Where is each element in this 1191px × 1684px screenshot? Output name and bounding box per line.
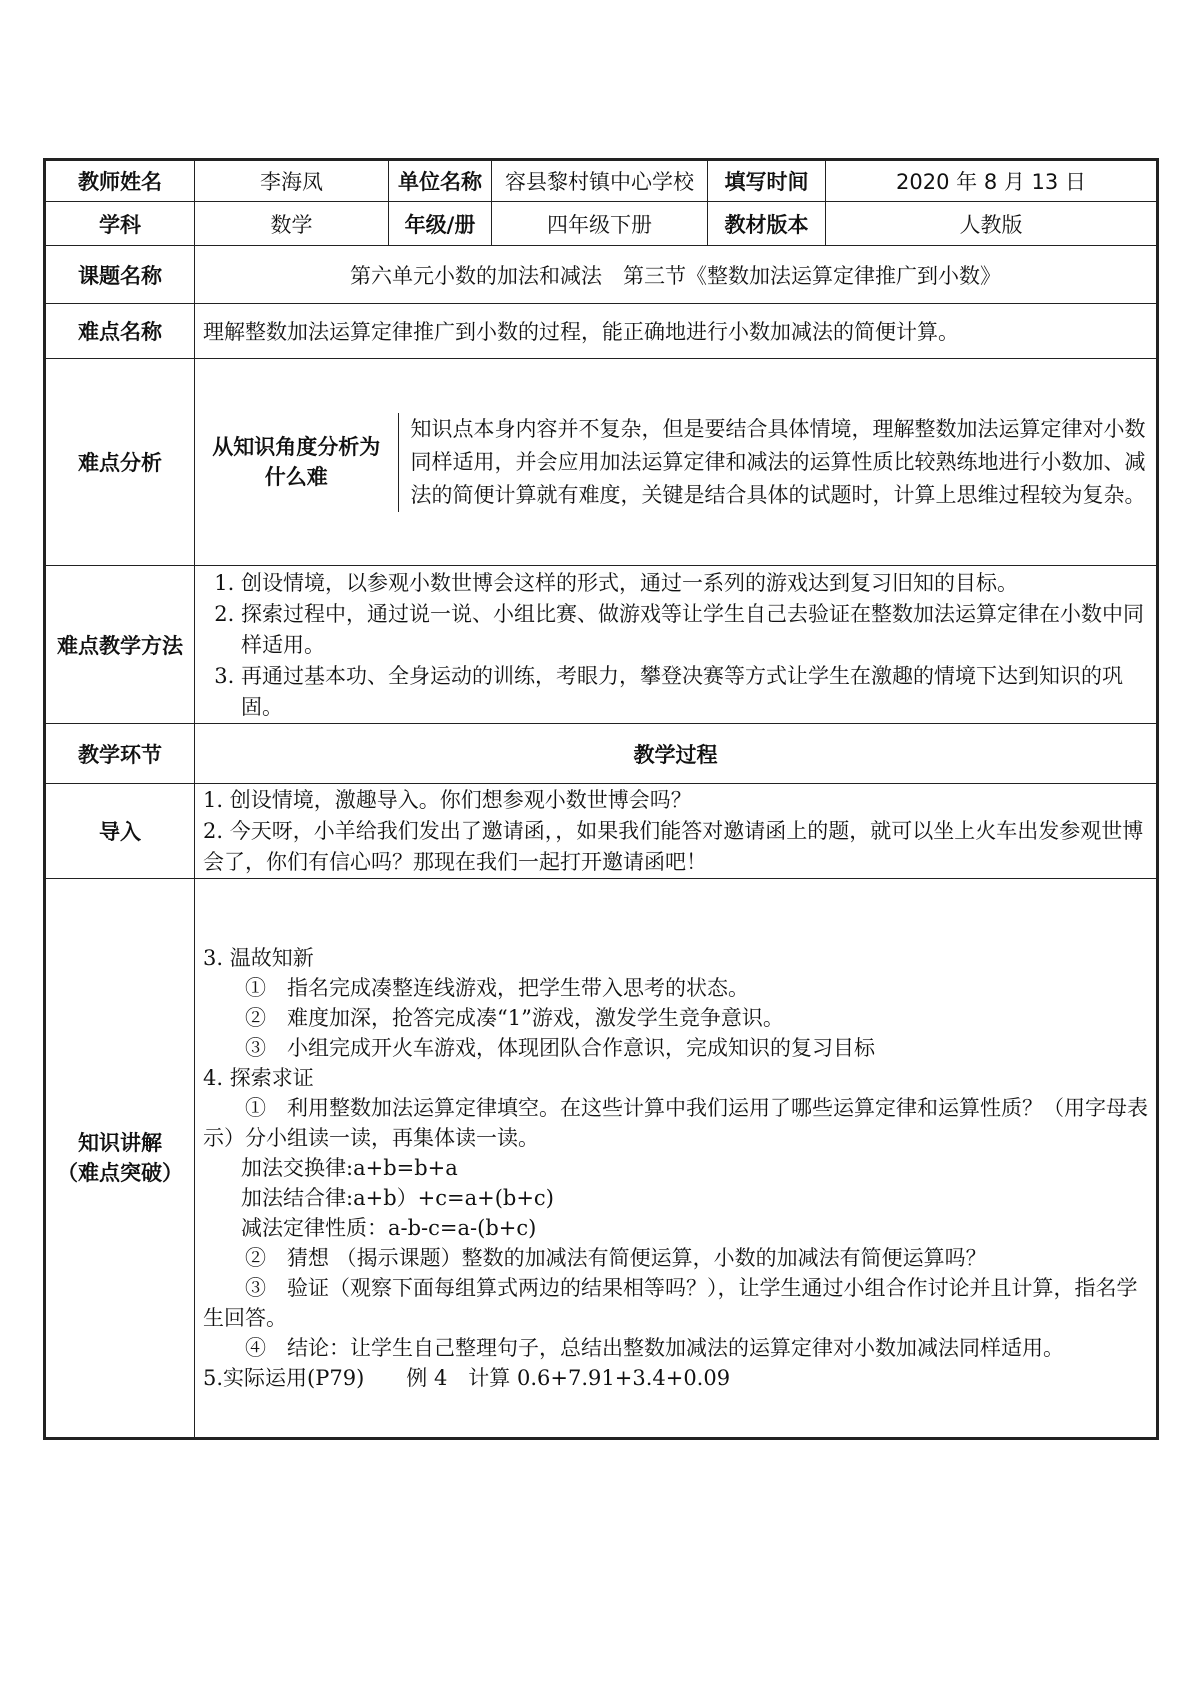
explore-item: ④ 结论：让学生自己整理句子，总结出整数加减法的运算定律对小数加减法同样适用。 xyxy=(245,1336,1064,1360)
review-title: 3. 温故知新 xyxy=(203,946,314,970)
process-header-row xyxy=(45,724,1158,784)
review-item: ① 指名完成凑整连线游戏，把学生带入思考的状态。 xyxy=(245,976,749,1000)
difficulty-row xyxy=(45,304,1158,359)
methods-item: 3. 再通过基本功、全身运动的训练，考眼力，攀登决赛等方式让学生在激趣的情境下达到知识的巩固。 xyxy=(241,661,1148,723)
difficulty-label: 难点名称 xyxy=(45,304,195,359)
difficulty-value: 理解整数加法运算定律推广到小数的过程，能正确地进行小数加减法的简便计算。 xyxy=(195,304,1158,359)
teacher-name-value: 李海凤 xyxy=(195,160,389,202)
intro-label: 导入 xyxy=(45,784,195,879)
explore-title: 4. 探索求证 xyxy=(203,1066,314,1090)
methods-item: 1. 创设情境，以参观小数世博会这样的形式，通过一系列的游戏达到复习旧知的目标。 xyxy=(241,568,1148,599)
process-header-label: 教学过程 xyxy=(195,724,1158,784)
methods-row xyxy=(45,566,1158,724)
methods-cell xyxy=(195,566,1158,724)
methods-list xyxy=(203,568,1148,723)
subject-label: 学科 xyxy=(45,202,195,246)
analysis-label: 难点分析 xyxy=(45,359,195,566)
knowledge-row xyxy=(45,879,1158,1439)
unit-name-label: 单位名称 xyxy=(389,160,492,202)
methods-item: 2. 探索过程中，通过说一说、小组比赛、做游戏等让学生自己去验证在整数加法运算定律在小数中同样适用。 xyxy=(241,599,1148,661)
topic-label: 课题名称 xyxy=(45,246,195,304)
law-line: 减法定律性质：a-b-c=a-(b+c) xyxy=(241,1216,537,1240)
analysis-inner-table xyxy=(195,413,1156,512)
review-item: ③ 小组完成开火车游戏，体现团队合作意识，完成知识的复习目标 xyxy=(245,1036,875,1060)
practice-line: 5.实际运用(P79) 例 4 计算 0.6+7.91+3.4+0.09 xyxy=(203,1366,731,1390)
topic-value: 第六单元小数的加法和减法 第三节《整数加法运算定律推广到小数》 xyxy=(195,246,1158,304)
methods-label: 难点教学方法 xyxy=(45,566,195,724)
knowledge-label-cell xyxy=(45,879,195,1439)
grade-label: 年级/册 xyxy=(389,202,492,246)
explore-item: ③ 验证（观察下面每组算式两边的结果相等吗？），让学生通过小组合作讨论并且计算，指名学生回答。 xyxy=(203,1276,1138,1330)
stage-header-label: 教学环节 xyxy=(45,724,195,784)
intro-line: 2. 今天呀，小羊给我们发出了邀请函，，如果我们能答对邀请函上的题，就可以坐上火车出发参观世博会了，你们有信心吗？那现在我们一起打开邀请函吧！ xyxy=(203,818,1144,874)
explore-item: ① 利用整数加法运算定律填空。在这些计算中我们运用了哪些运算定律和运算性质？（用字母表示）分小组读一读，再集体读一读。 xyxy=(203,1096,1148,1150)
header-row-1 xyxy=(45,160,1158,202)
lesson-plan-table xyxy=(43,158,1159,1440)
fill-date-label: 填写时间 xyxy=(708,160,826,202)
grade-value: 四年级下册 xyxy=(492,202,708,246)
review-item: ② 难度加深，抢答完成凑“1”游戏，激发学生竞争意识。 xyxy=(245,1006,784,1030)
header-row-2 xyxy=(45,202,1158,246)
analysis-sub-label: 从知识角度分析为什么难 xyxy=(195,413,398,512)
analysis-text: 知识点本身内容并不复杂，但是要结合具体情境，理解整数加法运算定律对小数同样适用，并会应用加法运算定律和减法的运算性质比较熟练地进行小数加、减法的简便计算就有难度，关键是结合具体的试题时，计算上思维过程较为复杂。 xyxy=(410,416,1146,507)
topic-row xyxy=(45,246,1158,304)
knowledge-label-line2: （难点突破） xyxy=(57,1161,183,1185)
analysis-cell xyxy=(195,359,1158,566)
intro-row xyxy=(45,784,1158,879)
analysis-row xyxy=(45,359,1158,566)
subject-value: 数学 xyxy=(195,202,389,246)
knowledge-label-line1: 知识讲解 xyxy=(78,1131,162,1155)
fill-date-value: 2020 年 8 月 13 日 xyxy=(826,160,1158,202)
teacher-name-label: 教师姓名 xyxy=(45,160,195,202)
edition-label: 教材版本 xyxy=(708,202,826,246)
intro-line: 1. 创设情境，激趣导入。你们想参观小数世博会吗？ xyxy=(203,787,692,812)
law-line: 加法结合律:a+b）+c=a+(b+c) xyxy=(241,1186,554,1210)
explore-item: ② 猜想 （揭示课题）整数的加减法有简便运算，小数的加减法有简便运算吗？ xyxy=(245,1246,987,1270)
edition-value: 人教版 xyxy=(826,202,1158,246)
intro-cell xyxy=(195,784,1158,879)
law-line: 加法交换律:a+b=b+a xyxy=(241,1156,458,1180)
knowledge-cell xyxy=(195,879,1158,1439)
unit-name-value: 容县黎村镇中心学校 xyxy=(492,160,708,202)
